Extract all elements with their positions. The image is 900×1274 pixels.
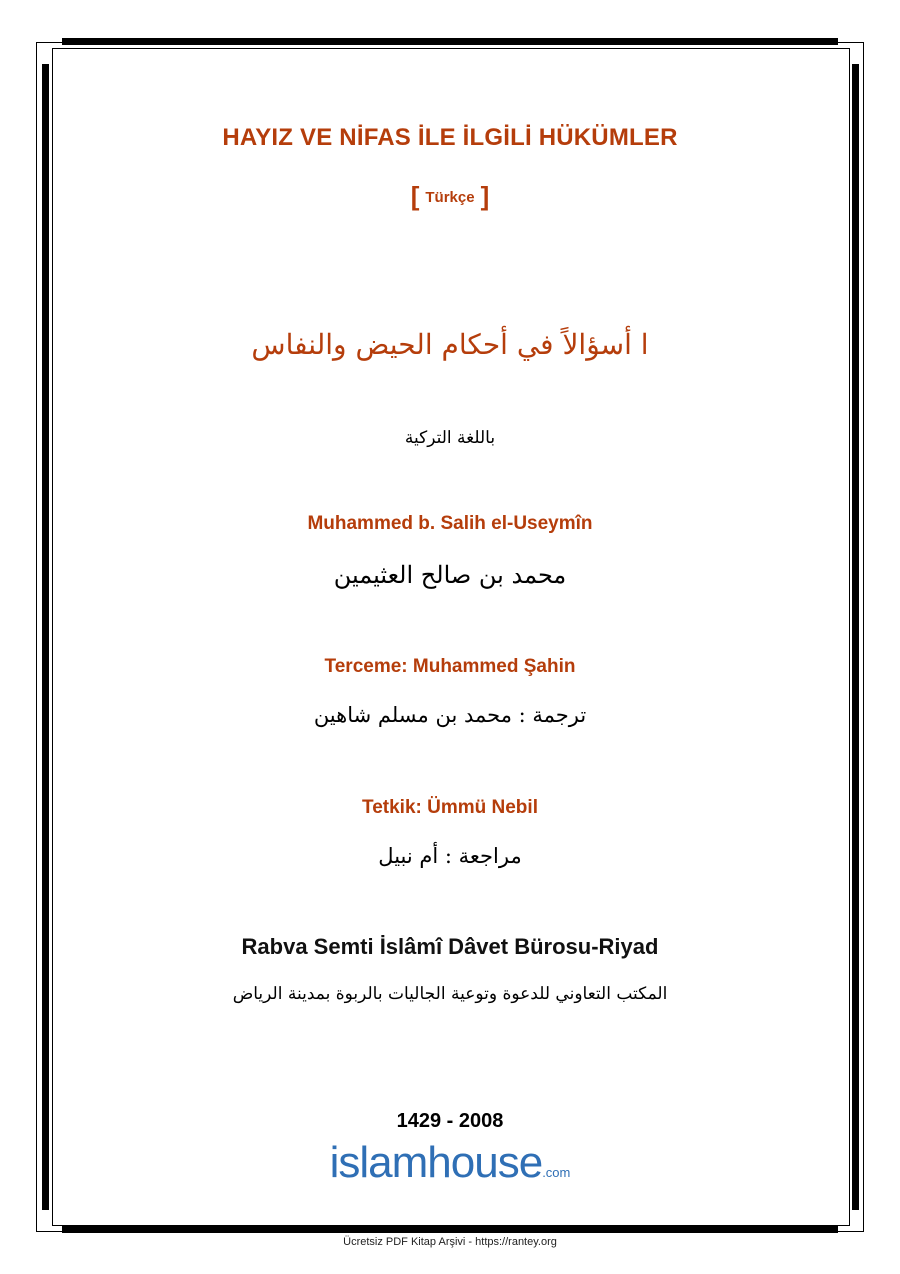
cover-content: [60, 0, 840, 1274]
reviewer-latin: Tetkik: Ümmü Nebil: [362, 797, 538, 818]
book-title: HAYIZ VE NİFAS İLE İLGİLİ HÜKÜMLER: [222, 124, 678, 151]
author-arabic: محمد بن صالح العثيمين: [333, 561, 567, 589]
language-close-bracket: ]: [480, 181, 490, 211]
author-latin: Muhammed b. Salih el-Useymîn: [307, 513, 593, 534]
arabic-title: ا أسؤالاً في أحكام الحيض والنفاس: [251, 328, 649, 361]
language-tag: [60, 181, 840, 212]
publisher-arabic: المكتب التعاوني للدعوة وتوعية الجاليات بالربوة بمدينة الرياض: [232, 984, 668, 1004]
language-open-bracket: [: [410, 181, 420, 211]
arabic-language-tag: باللغة التركية: [404, 428, 496, 448]
translator-latin: Terceme: Muhammed Şahin: [324, 656, 576, 677]
logo-suffix: .com: [542, 1165, 571, 1180]
reviewer-arabic: مراجعة : أم نبيل: [378, 844, 522, 868]
logo-main-text: islamhouse: [329, 1138, 543, 1187]
language-label: Türkçe: [425, 189, 475, 206]
publication-year: 1429 - 2008: [396, 1110, 504, 1132]
publisher-latin: Rabva Semti İslâmî Dâvet Bürosu-Riyad: [241, 934, 659, 959]
islamhouse-logo[interactable]: [60, 1138, 840, 1188]
footer-source: Ücretsiz PDF Kitap Arşivi - https://rantey.org: [343, 1236, 557, 1248]
translator-arabic: ترجمة : محمد بن مسلم شاهين: [313, 703, 587, 727]
